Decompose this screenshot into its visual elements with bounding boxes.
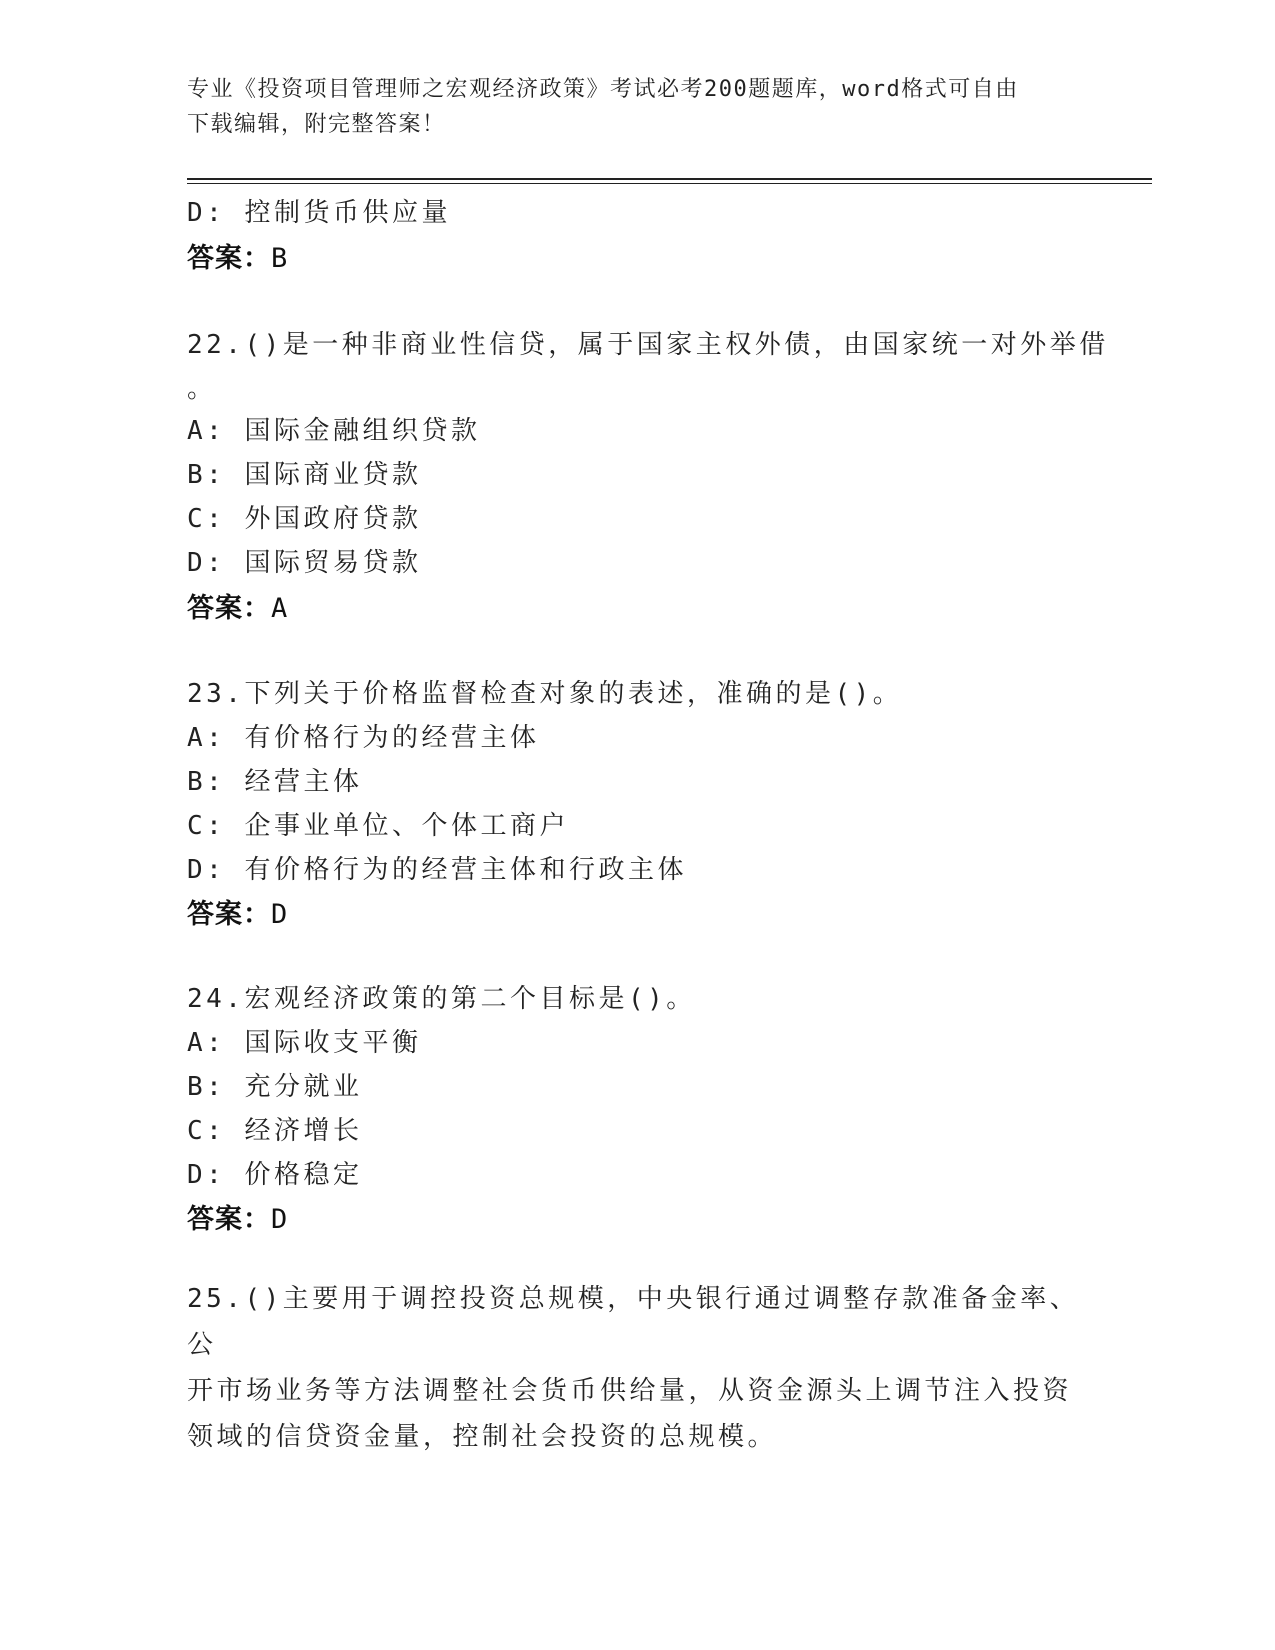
q24-option-d: D: 价格稳定 — [187, 1160, 363, 1190]
answer-value: D — [271, 1204, 289, 1235]
q24-answer — [187, 1197, 288, 1236]
q22-option-c: C: 外国政府贷款 — [187, 504, 422, 534]
q23-option-d: D: 有价格行为的经营主体和行政主体 — [187, 855, 687, 885]
q25-stem-line3: 领域的信贷资金量，控制社会投资的总规模。 — [187, 1422, 778, 1452]
q22-stem-line2: 。 — [187, 374, 217, 404]
q25-stem — [187, 1276, 1087, 1460]
prev-option-d: D: 控制货币供应量 — [187, 198, 451, 228]
q22-option-a: A: 国际金融组织贷款 — [187, 416, 481, 446]
header-divider-thick — [187, 178, 1152, 180]
answer-label: 答案： — [187, 243, 271, 274]
q24-option-c: C: 经济增长 — [187, 1116, 363, 1146]
q22-option-d: D: 国际贸易贷款 — [187, 548, 422, 578]
q23-stem: 23.下列关于价格监督检查对象的表述，准确的是()。 — [187, 679, 903, 709]
q23-option-c: C: 企事业单位、个体工商户 — [187, 811, 569, 841]
answer-label: 答案： — [187, 1204, 271, 1235]
header-line-1: 专业《投资项目管理师之宏观经济政策》考试必考200题题库，word格式可自由 — [187, 77, 1019, 102]
document-header — [187, 72, 1067, 142]
q25-stem-line1: 25.()主要用于调控投资总规模，中央银行通过调整存款准备金率、公 — [187, 1284, 1080, 1360]
answer-value: B — [271, 243, 289, 274]
q23-option-b: B: 经营主体 — [187, 767, 363, 797]
header-line-2: 下载编辑，附完整答案！ — [187, 112, 446, 137]
q24-option-b: B: 充分就业 — [187, 1072, 363, 1102]
header-divider-thin — [187, 183, 1152, 184]
q25-stem-line2: 开市场业务等方法调整社会货币供给量，从资金源头上调节注入投资 — [187, 1376, 1073, 1406]
q22-stem-line1: 22.()是一种非商业性信贷，属于国家主权外债，由国家统一对外举借 — [187, 330, 1109, 360]
answer-value: D — [271, 899, 289, 930]
q24-stem: 24.宏观经济政策的第二个目标是()。 — [187, 984, 696, 1014]
q24-option-a: A: 国际收支平衡 — [187, 1028, 422, 1058]
q22-option-b: B: 国际商业贷款 — [187, 460, 422, 490]
answer-label: 答案： — [187, 899, 271, 930]
answer-label: 答案： — [187, 593, 271, 624]
q22-answer — [187, 586, 288, 625]
q23-option-a: A: 有价格行为的经营主体 — [187, 723, 540, 753]
prev-answer — [187, 236, 288, 275]
answer-value: A — [271, 593, 289, 624]
q23-answer — [187, 892, 288, 931]
